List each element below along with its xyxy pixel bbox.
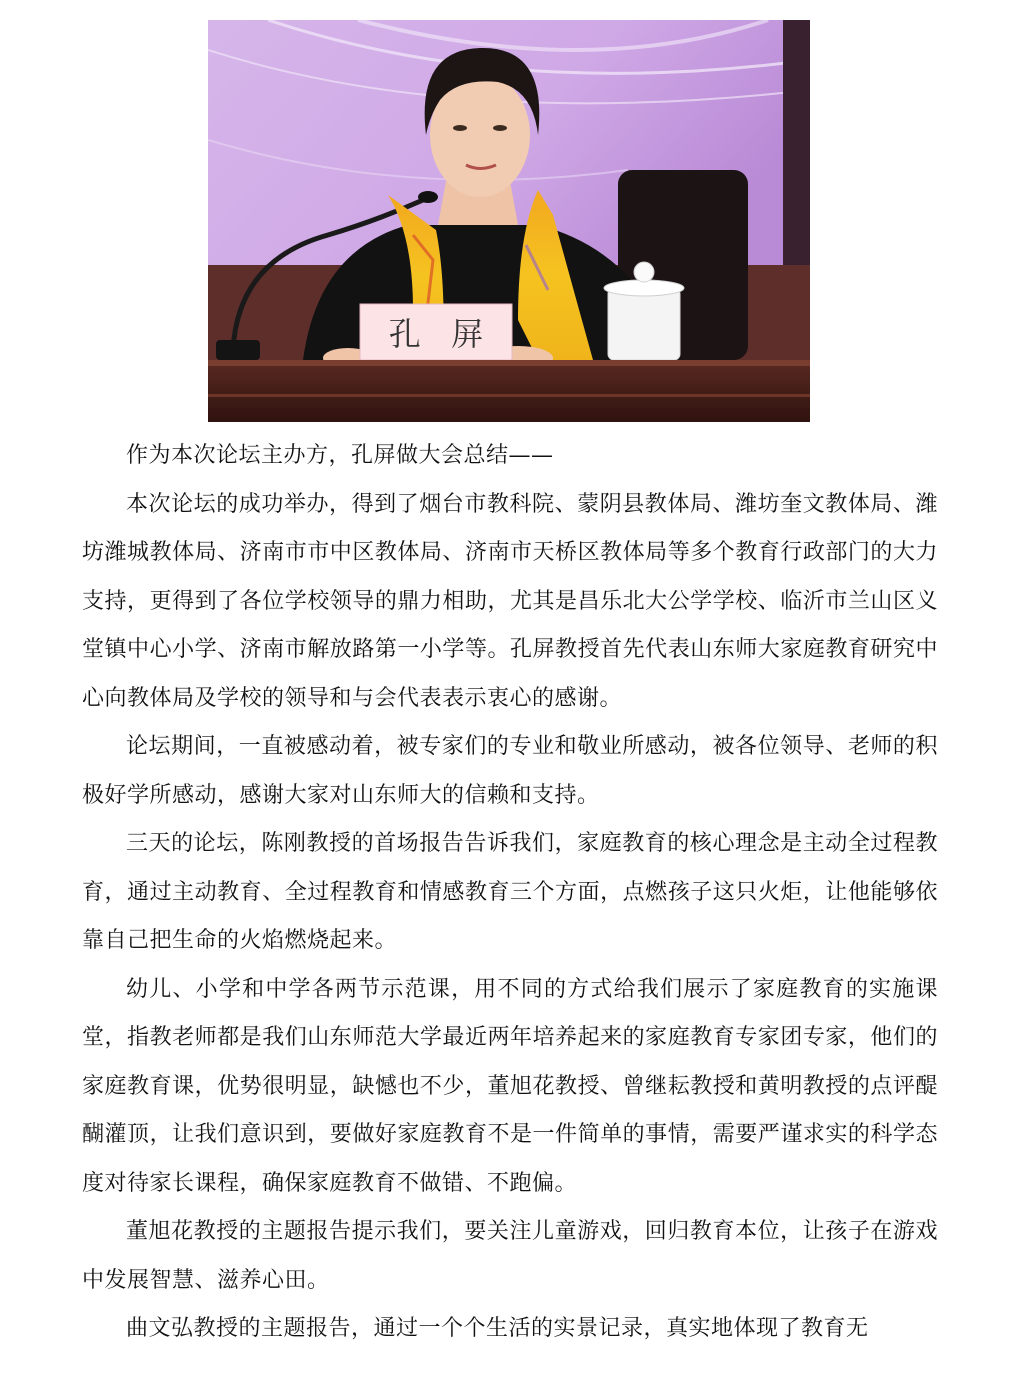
paragraph: 幼儿、小学和中学各两节示范课，用不同的方式给我们展示了家庭教育的实施课堂，指教老师都是我们山东师范大学最近两年培养起来的家庭教育专家团专家，他们的家庭教育课，优势很明显，缺憾也不少，董旭花教授、曾继耘教授和黄明教授的点评醍醐灌顶，让我们意识到，要做好家庭教育不是一件简单的事情，需要严谨求实的科学态度对待家长课程，确保家庭教育不做错、不跑偏。 xyxy=(82,976,938,1196)
photo-caption: 作为本次论坛主办方，孔屏做大会总结—— xyxy=(126,443,554,468)
paragraph: 本次论坛的成功举办，得到了烟台市教科院、蒙阴县教体局、潍坊奎文教体局、潍坊潍城教体局、济南市市中区教体局、济南市天桥区教体局等多个教育行政部门的大力支持，更得到了各位学校领导的鼎力相助，尤其是昌乐北大公学学校、临沂市兰山区义堂镇中心小学、济南市解放路第一小学等。孔屏教授首先代表山东师大家庭教育研究中心向教体局及学校的领导和与会代表表示衷心的感谢。 xyxy=(82,491,938,711)
paragraph: 董旭花教授的主题报告提示我们，要关注儿童游戏，回归教育本位，让孩子在游戏中发展智慧、滋养心田。 xyxy=(82,1219,938,1293)
paragraph: 三天的论坛，陈刚教授的首场报告告诉我们，家庭教育的核心理念是主动全过程教育，通过主动教育、全过程教育和情感教育三个方面，点燃孩子这只火炬，让他能够依靠自己把生命的火焰燃烧起来。 xyxy=(82,831,938,953)
article-body xyxy=(82,432,938,1354)
nameplate-text: 孔 屏 xyxy=(388,315,484,353)
speaker-photo-illustration xyxy=(208,20,810,422)
paragraph: 论坛期间，一直被感动着，被专家们的专业和敬业所感动，被各位领导、老师的积极好学所感动，感谢大家对山东师大的信赖和支持。 xyxy=(82,734,938,808)
paragraph: 曲文弘教授的主题报告，通过一个个生活的实景记录，真实地体现了教育无 xyxy=(126,1316,869,1341)
speaker-photo xyxy=(208,20,810,422)
